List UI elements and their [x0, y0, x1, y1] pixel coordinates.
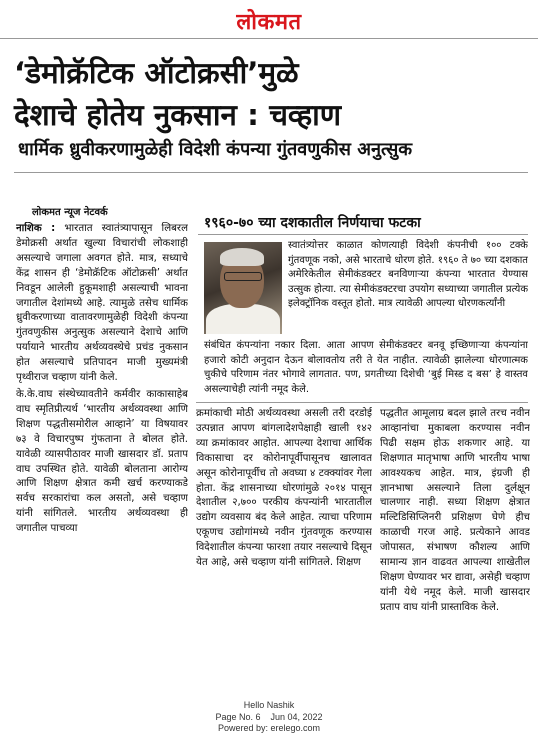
byline: लोकमत न्यूज नेटवर्क	[32, 207, 108, 218]
column-3	[380, 407, 530, 692]
paragraph-3: क्रमांकाची मोठी अर्थव्यवस्था असली तरी दरडोई उत्पन्नात आपण बांगलादेशपेक्षाही खाली १४२ व्या क्रमांकावर आहोत. आपल्या देशाचा आर्थिक विकासाचा दर कोरोनापूर्वीपासूनच खालावत असून कोरोनापूर्वीच तो अवघ्या ४ टक्क्यांवर गेला होता. केंद्र शासनाच्या धोरणांमुळे २०१४ पासून देशातील २,७०० परकीय कंपन्यांनी भारतातील उद्योग व्यवसाय बंद केले आहेत. त्याचा परिणाम एकूणच उद्योगांमध्ये नवीन गुंतवणूक करण्यास विदेशातील कंपन्या फारशा तयार नसल्याचे दिसून येत आहे, असे चव्हाण यांनी सांगितले. शिक्षण	[196, 408, 372, 569]
dateline: नाशिक :	[16, 223, 56, 234]
paragraph-2: के.के.वाघ संस्थेच्यावतीने कर्मवीर काकासाहेब वाघ स्मृतिप्रीत्यर्थ ‘भारतीय अर्थव्यवस्था आणि शिक्षण पद्धतीसमोरील आव्हाने’ या विषयावर ७३ वे विचारपुष्प गुंफताना ते बोलत होते. यावेळी व्यासपीठावर माजी खासदार डॉ. प्रताप वाघ उपस्थित होते. यावेळी बोलताना आरोग्य आणि शिक्षण क्षेत्रात कमी खर्च करण्याकडे सर्वच सरकारांचा कल असतो, असे चव्हाण यांनी सांगितले. भारतीय अर्थव्यवस्था ही जगातील पाचव्या	[16, 388, 188, 535]
masthead	[0, 6, 538, 36]
paragraph-1	[16, 222, 188, 386]
box-title-rule	[198, 234, 528, 235]
headline	[14, 52, 526, 136]
column-2	[196, 407, 372, 692]
footer	[0, 700, 538, 735]
box-title: १९६०-७० च्या दशकातील निर्णयाचा फटका	[204, 215, 421, 231]
headline-line-1: ‘डेमोक्रॅटिक ऑटोक्रसी’मुळे	[14, 56, 299, 90]
footer-edition: Hello Nashik	[243, 700, 295, 710]
subheadline: धार्मिक ध्रुवीकरणामुळेही विदेशी कंपन्या गुंतवणुकीस अनुत्सुक	[18, 139, 413, 160]
headline-line-2: देशाचे होतेय नुकसान : चव्हाण	[14, 98, 342, 132]
person-photo	[204, 242, 282, 334]
paragraph-1-text: भारतात स्वातंत्र्यापासून लिबरल डेमोक्रसी अर्थात खुल्या विचारांची लोकशाही असल्याचे जगाला अवगत होते. मात्र, सध्याचे केंद्र शासन ही ‘डेमोक्रॅटिक ऑटोक्रसी’ अर्थात निवडून आलेली हुकूमशाही असल्याची भावना जगातील देशांमध्ये आहे. त्यामुळे तसेच धार्मिक ध्रुवीकरणाच्या वातावरणामुळेही विदेशी कंपन्या गुंतवणुकीस अनुत्सुक असल्याने देशाचे आणि पर्यायाने भारतीय अर्थव्यवस्थेचे प्रचंड नुकसान होत असल्याचे प्रतिपादन माजी मुख्यमंत्री पृथ्वीराज चव्हाण यांनी केले.	[16, 223, 188, 384]
box-bottom-rule	[196, 402, 528, 403]
box-text-full: संबंधित कंपन्यांना नकार दिला. आता आपण सेमीकंडक्टर बनवू इच्छिणाऱ्या कंपन्यांना हजारो कोटी अनुदान देऊन बोलावतोय तरी ते येत नाहीत. त्यावेळी झालेल्या धोरणात्मक चुकीचे परिणाम नंतर भोगावे लागतात. पण, प्रगतीच्या दिशेची ‘बुई मिस्ड द बस’ हे वास्तव असल्याचेही त्यांनी नमूद केले.	[204, 340, 528, 395]
masthead-rule	[0, 38, 538, 39]
subhead-rule	[14, 172, 528, 173]
footer-powered-by: Powered by: erelego.com	[217, 723, 321, 733]
box-text-side: स्वातंत्र्योत्तर काळात कोणत्याही विदेशी कंपनीची १०० टक्के गुंतवणूक नको, असे भारताचे धोरण होते. १९६० ते ७० च्या दशकात अमेरिकेतील सेमीकंडक्टर बनविणाऱ्या कंपन्या भारतात येण्यास उत्सुक होत्या. त्या सेमीकंडक्टरचा उपयोग सध्याच्या जगातील प्रत्येक इलेक्ट्रॉनिक वस्तूत होतो. मात्र त्यावेळी आपल्या धोरणकर्त्यांनी	[288, 240, 528, 310]
newspaper-logo: लोकमत	[236, 10, 302, 35]
column-1	[16, 222, 188, 687]
footer-page-date: Page No. 6 Jun 04, 2022	[215, 711, 323, 722]
paragraph-4: पद्धतीत आमूलाग्र बदल झाले तरच नवीन आव्हानांचा मुकाबला करण्यास नवीन पिढी सक्षम होऊ शकणार आहे. या शिक्षणात मातृभाषा आणि भारतीय भाषा आवश्यकच आहेत. मात्र, इंग्रजी ही ज्ञानभाषा असल्याने तिला दुर्लक्षून चालणार नाही. सध्या शिक्षण क्षेत्रात मल्टिडिसिप्लिनरी प्रशिक्षण घेणे हीच काळाची गरज आहे. प्रत्येकाने आवड जोपासत, संभाषण कौशल्य आणि सामान्य ज्ञान वाढवत आपल्या शाखेतील शिक्षण घेण्यावर भर द्यावा, असेही चव्हाण यांनी येथे नमूद केले. माजी खासदार प्रताप वाघ यांनी प्रास्ताविक केले.	[380, 408, 530, 613]
